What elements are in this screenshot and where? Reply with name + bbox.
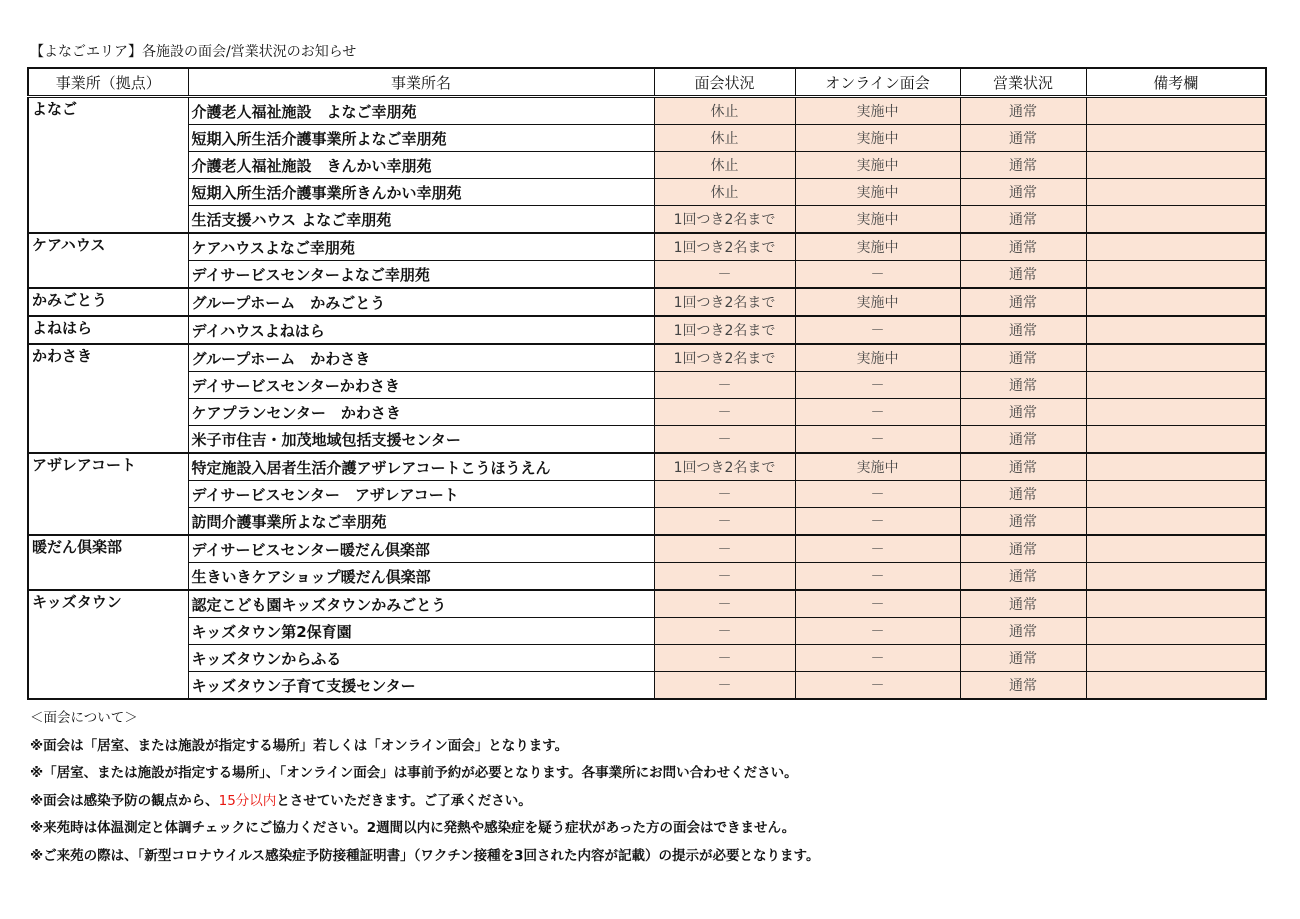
note-line-3-highlight: 15分以内 (218, 792, 277, 809)
online-visit-cell: － (795, 563, 960, 591)
facility-name-cell: デイハウスよねはら (188, 316, 654, 344)
online-visit-cell: － (795, 535, 960, 563)
note-line-5: ※ご来苑の際は、「新型コロナウイルス感染症予防接種証明書」（ワクチン接種を3回された内容が記載）の提示が必要となります。 (30, 847, 820, 864)
business-status-cell: 通常 (960, 618, 1086, 645)
facility-name-cell: グループホーム かわさき (188, 344, 654, 372)
facility-name-cell: 介護老人福祉施設 よなご幸朋苑 (188, 97, 654, 125)
facility-name-cell: デイサービスセンター暖だん倶楽部 (188, 535, 654, 563)
business-status-cell: 通常 (960, 233, 1086, 261)
table-row (28, 645, 1266, 672)
online-visit-cell: － (795, 399, 960, 426)
online-visit-cell: 実施中 (795, 344, 960, 372)
business-status-cell: 通常 (960, 344, 1086, 372)
online-visit-cell: － (795, 426, 960, 454)
header-business-status: 営業状況 (960, 68, 1086, 97)
remarks-cell (1086, 152, 1266, 179)
visit-status-cell: － (654, 618, 795, 645)
table-row (28, 453, 1266, 481)
visit-status-cell: 休止 (654, 179, 795, 206)
business-status-cell: 通常 (960, 453, 1086, 481)
remarks-cell (1086, 233, 1266, 261)
table-row (28, 233, 1266, 261)
remarks-cell (1086, 344, 1266, 372)
facility-name-cell: 生きいきケアショップ暖だん倶楽部 (188, 563, 654, 591)
table-row (28, 481, 1266, 508)
business-status-cell: 通常 (960, 97, 1086, 125)
table-row (28, 590, 1266, 618)
business-status-cell: 通常 (960, 508, 1086, 536)
business-status-cell: 通常 (960, 590, 1086, 618)
table-row (28, 372, 1266, 399)
business-status-cell: 通常 (960, 672, 1086, 700)
visit-status-cell: － (654, 508, 795, 536)
visit-status-cell: － (654, 399, 795, 426)
business-status-cell: 通常 (960, 179, 1086, 206)
table-row (28, 97, 1266, 125)
table-row (28, 563, 1266, 591)
table-row (28, 426, 1266, 454)
online-visit-cell: － (795, 645, 960, 672)
visit-status-cell: － (654, 645, 795, 672)
visit-status-cell: － (654, 590, 795, 618)
online-visit-cell: 実施中 (795, 179, 960, 206)
remarks-cell (1086, 453, 1266, 481)
table-body (28, 97, 1266, 700)
facility-name-cell: 生活支援ハウス よなご幸朋苑 (188, 206, 654, 234)
office-base-cell: かみごとう (28, 288, 188, 316)
office-base-cell: アザレアコート (28, 453, 188, 535)
office-base-cell: よねはら (28, 316, 188, 344)
facility-name-cell: ケアプランセンター かわさき (188, 399, 654, 426)
table-row (28, 618, 1266, 645)
online-visit-cell: － (795, 508, 960, 536)
business-status-cell: 通常 (960, 426, 1086, 454)
online-visit-cell: 実施中 (795, 288, 960, 316)
online-visit-cell: － (795, 672, 960, 700)
visit-status-cell: 1回つき2名まで (654, 453, 795, 481)
business-status-cell: 通常 (960, 372, 1086, 399)
online-visit-cell: － (795, 618, 960, 645)
facility-name-cell: 米子市住吉・加茂地域包括支援センター (188, 426, 654, 454)
note-line-2: ※「居室、または施設が指定する場所」、「オンライン面会」は事前予約が必要となります。各事業所にお問い合わせください。 (30, 765, 798, 782)
note-line-4: ※来苑時は体温測定と体調チェックにご協力ください。2週間以内に発熱や感染症を疑う症状があった方の面会はできません。 (30, 820, 796, 837)
facility-name-cell: ケアハウスよなご幸朋苑 (188, 233, 654, 261)
online-visit-cell: 実施中 (795, 453, 960, 481)
facility-name-cell: キッズタウン子育て支援センター (188, 672, 654, 700)
remarks-cell (1086, 316, 1266, 344)
table-row (28, 508, 1266, 536)
remarks-cell (1086, 125, 1266, 152)
header-visit-status: 面会状況 (654, 68, 795, 97)
header-office-base: 事業所（拠点） (28, 68, 188, 97)
visit-status-cell: 休止 (654, 152, 795, 179)
header-remarks: 備考欄 (1086, 68, 1266, 97)
remarks-cell (1086, 535, 1266, 563)
visit-status-cell: － (654, 563, 795, 591)
online-visit-cell: 実施中 (795, 152, 960, 179)
facility-name-cell: 短期入所生活介護事業所きんかい幸朋苑 (188, 179, 654, 206)
visit-status-cell: 1回つき2名まで (654, 206, 795, 234)
note-line-1: ※面会は「居室、または施設が指定する場所」若しくは「オンライン面会」となります。 (30, 737, 569, 754)
online-visit-cell: 実施中 (795, 97, 960, 125)
office-base-cell: ケアハウス (28, 233, 188, 288)
table-row (28, 288, 1266, 316)
office-base-cell: 暖だん倶楽部 (28, 535, 188, 590)
business-status-cell: 通常 (960, 481, 1086, 508)
visit-notes (30, 708, 819, 874)
notes-heading: ＜面会について＞ (30, 710, 138, 726)
visit-status-cell: 1回つき2名まで (654, 344, 795, 372)
remarks-cell (1086, 288, 1266, 316)
visit-status-cell: － (654, 535, 795, 563)
office-base-cell: よなご (28, 97, 188, 234)
visit-status-cell: 1回つき2名まで (654, 316, 795, 344)
remarks-cell (1086, 179, 1266, 206)
online-visit-cell: 実施中 (795, 233, 960, 261)
table-row (28, 152, 1266, 179)
facility-name-cell: キッズタウン第2保育園 (188, 618, 654, 645)
facility-name-cell: デイサービスセンターよなご幸朋苑 (188, 261, 654, 289)
online-visit-cell: － (795, 590, 960, 618)
note-line-3 (30, 791, 819, 819)
online-visit-cell: － (795, 481, 960, 508)
remarks-cell (1086, 508, 1266, 536)
facility-name-cell: デイサービスセンター アザレアコート (188, 481, 654, 508)
table-row (28, 261, 1266, 289)
table-row (28, 125, 1266, 152)
note-line-3-after: とさせていただきます。ご了承ください。 (276, 792, 532, 809)
online-visit-cell: 実施中 (795, 125, 960, 152)
online-visit-cell: － (795, 372, 960, 399)
remarks-cell (1086, 618, 1266, 645)
office-base-cell: キッズタウン (28, 590, 188, 699)
page-title: 【よなごエリア】各施設の面会/営業状況のお知らせ (30, 44, 357, 60)
visit-status-cell: － (654, 372, 795, 399)
remarks-cell (1086, 672, 1266, 700)
visit-status-cell: 休止 (654, 125, 795, 152)
table-row (28, 206, 1266, 234)
office-base-cell: かわさき (28, 344, 188, 453)
visit-status-cell: － (654, 481, 795, 508)
remarks-cell (1086, 426, 1266, 454)
remarks-cell (1086, 590, 1266, 618)
remarks-cell (1086, 372, 1266, 399)
table-row (28, 179, 1266, 206)
business-status-cell: 通常 (960, 399, 1086, 426)
table-row (28, 344, 1266, 372)
remarks-cell (1086, 206, 1266, 234)
visit-status-cell: － (654, 261, 795, 289)
header-office-name: 事業所名 (188, 68, 654, 97)
business-status-cell: 通常 (960, 316, 1086, 344)
business-status-cell: 通常 (960, 645, 1086, 672)
facility-name-cell: 認定こども園キッズタウンかみごとう (188, 590, 654, 618)
table-row (28, 316, 1266, 344)
remarks-cell (1086, 97, 1266, 125)
remarks-cell (1086, 645, 1266, 672)
facility-name-cell: 特定施設入居者生活介護アザレアコートこうほうえん (188, 453, 654, 481)
facility-name-cell: デイサービスセンターかわさき (188, 372, 654, 399)
remarks-cell (1086, 399, 1266, 426)
remarks-cell (1086, 481, 1266, 508)
online-visit-cell: 実施中 (795, 206, 960, 234)
visit-status-cell: － (654, 672, 795, 700)
table-row (28, 399, 1266, 426)
facility-name-cell: 短期入所生活介護事業所よなご幸朋苑 (188, 125, 654, 152)
table-header-row (28, 68, 1266, 97)
facility-name-cell: キッズタウンからふる (188, 645, 654, 672)
business-status-cell: 通常 (960, 261, 1086, 289)
facility-name-cell: グループホーム かみごとう (188, 288, 654, 316)
online-visit-cell: － (795, 316, 960, 344)
remarks-cell (1086, 563, 1266, 591)
facility-name-cell: 訪問介護事業所よなご幸朋苑 (188, 508, 654, 536)
visit-status-cell: － (654, 426, 795, 454)
facility-name-cell: 介護老人福祉施設 きんかい幸朋苑 (188, 152, 654, 179)
business-status-cell: 通常 (960, 152, 1086, 179)
online-visit-cell: － (795, 261, 960, 289)
business-status-cell: 通常 (960, 125, 1086, 152)
facility-status-table (27, 67, 1267, 700)
header-online-visit: オンライン面会 (795, 68, 960, 97)
visit-status-cell: 休止 (654, 97, 795, 125)
visit-status-cell: 1回つき2名まで (654, 288, 795, 316)
table-row (28, 672, 1266, 700)
visit-status-cell: 1回つき2名まで (654, 233, 795, 261)
business-status-cell: 通常 (960, 206, 1086, 234)
business-status-cell: 通常 (960, 535, 1086, 563)
remarks-cell (1086, 261, 1266, 289)
business-status-cell: 通常 (960, 288, 1086, 316)
table-row (28, 535, 1266, 563)
note-line-3-before: ※面会は感染予防の観点から、 (30, 792, 219, 809)
business-status-cell: 通常 (960, 563, 1086, 591)
